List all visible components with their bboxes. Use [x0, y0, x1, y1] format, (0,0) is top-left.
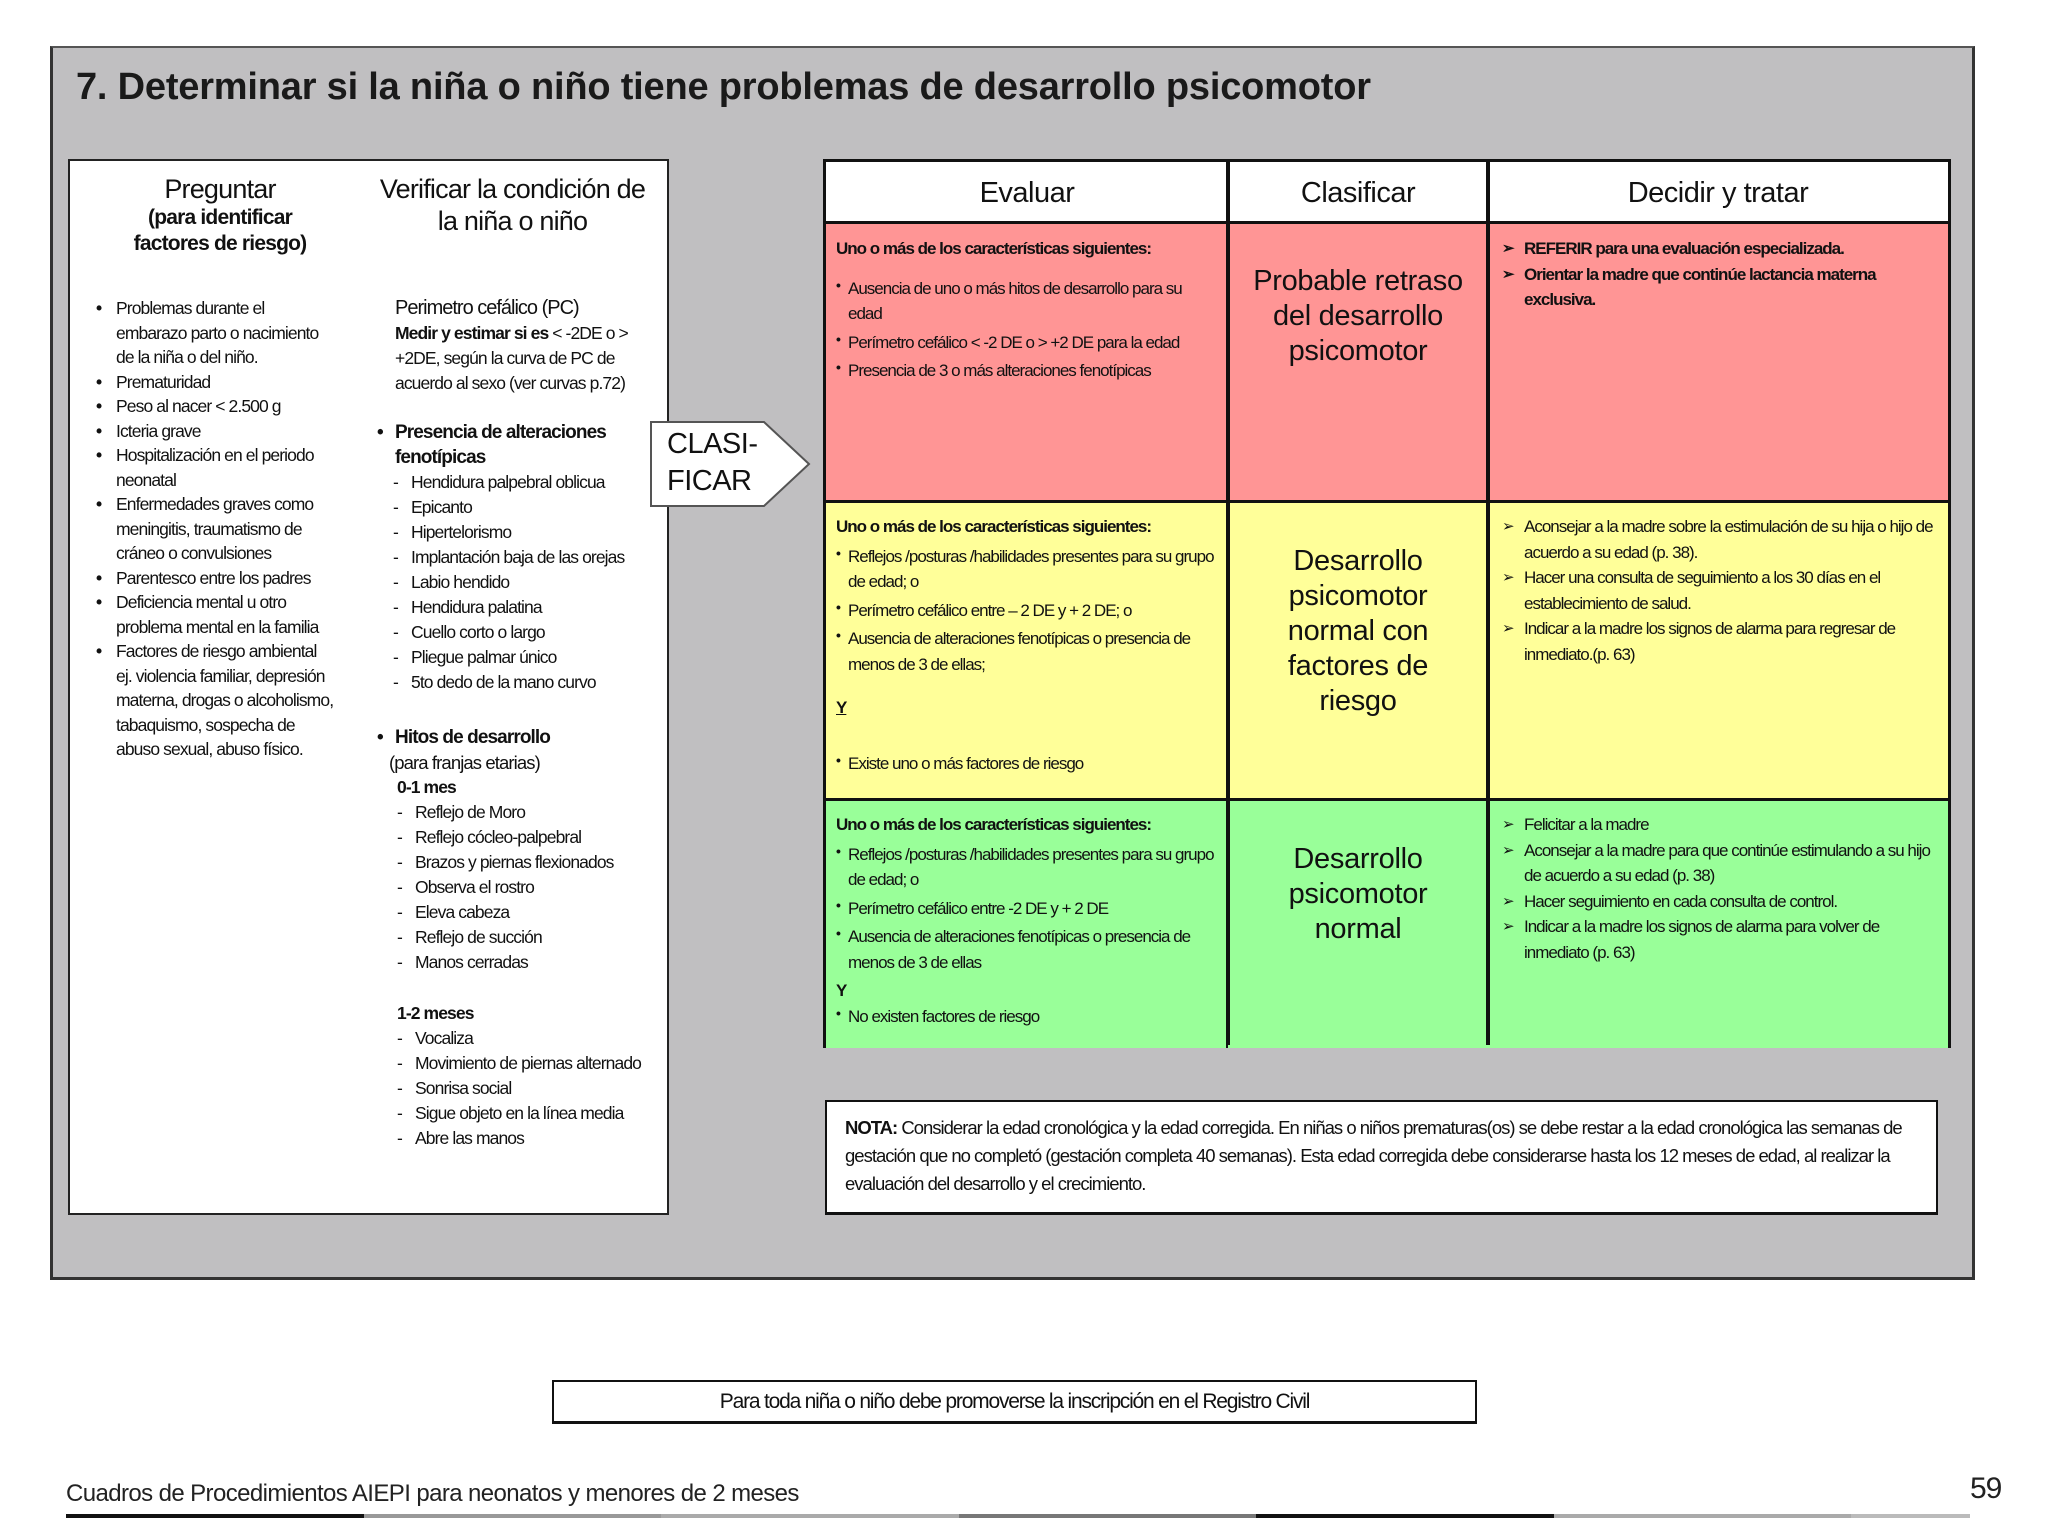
evaluar-cell-green: [826, 800, 1226, 1048]
preguntar-header: [90, 173, 350, 257]
page-number: 59: [1970, 1472, 2002, 1505]
risk-factor-item: • Hospitalización en el periodo neonatal: [86, 443, 336, 492]
decidir-item: ➢ Aconsejar a la madre sobre la estimulación de su hija o hijo de acuerdo a su edad (p. 38).: [1502, 514, 1934, 565]
evaluar-item: • Presencia de 3 o más alteraciones fenotípicas: [836, 358, 1216, 384]
decidir-item: ➢ REFERIR para una evaluación especializada.: [1502, 236, 1934, 262]
risk-factor-list: [86, 296, 336, 762]
decidir-item: ➢ Indicar a la madre los signos de alarma para regresar de inmediato.(p. 63): [1502, 616, 1934, 667]
fenotipicas-title: • Presencia de alteraciones fenotípicas: [377, 420, 660, 470]
risk-factor-item: • Parentesco entre los padres: [86, 566, 336, 591]
clasificar-cell-yellow: Desarrollo psicomotor normal con factores de riesgo: [1228, 502, 1488, 800]
decidir-item: ➢ Hacer una consulta de seguimiento a los 30 días en el establecimiento de salud.: [1502, 565, 1934, 616]
note-label: NOTA:: [845, 1117, 898, 1138]
group1-title: 0-1 mes: [397, 777, 456, 797]
header-clasificar: Clasificar: [1228, 162, 1488, 224]
evaluar-item: • Reflejos /posturas /habilidades presentes para su grupo de edad; o: [836, 842, 1216, 893]
column-divider: [1486, 162, 1490, 1045]
pc-text: < -2DE o > +2DE, según la curva de PC de acuerdo al sexo (ver curvas p.72): [395, 323, 628, 393]
pc-description: [395, 321, 660, 396]
preguntar-heading: Preguntar: [164, 174, 276, 204]
fenotipica-item: - Pliegue palmar único: [377, 645, 660, 670]
pc-title: Perimetro cefálico (PC): [395, 297, 579, 319]
ask-verify-panel: [68, 159, 669, 1215]
evaluar-item: • Perímetro cefálico entre -2 DE y + 2 DE: [836, 896, 1216, 922]
registro-civil-box: Para toda niña o niño debe promoverse la inscripción en el Registro Civil: [552, 1380, 1477, 1424]
decidir-item: ➢ Indicar a la madre los signos de alarma para volver de inmediato (p. 63): [1502, 914, 1934, 965]
fenotipica-item: - Cuello corto o largo: [377, 620, 660, 645]
fenotipica-item: - Implantación baja de las orejas: [377, 545, 660, 570]
evaluar-cell-red: [826, 224, 1226, 502]
milestone-item: - Reflejo de Moro: [381, 800, 660, 825]
evaluar-cell-yellow: [826, 502, 1226, 800]
milestone-item: - Vocaliza: [381, 1026, 660, 1051]
evaluar-item: • Ausencia de alteraciones fenotípicas o presencia de menos de 3 de ellas: [836, 924, 1216, 975]
group2-title: 1-2 meses: [397, 1003, 474, 1023]
column-divider: [1226, 162, 1230, 1045]
fenotipica-item: - Epicanto: [377, 495, 660, 520]
evaluar-item: • No existen factores de riesgo: [836, 1004, 1216, 1030]
hitos-title: • Hitos de desarrollo: [377, 725, 660, 750]
hitos-subtitle: (para franjas etarias): [389, 752, 540, 773]
milestone-item: - Abre las manos: [381, 1126, 660, 1151]
milestone-item: - Eleva cabeza: [381, 900, 660, 925]
decidir-cell-green: [1488, 800, 1948, 1048]
risk-factor-item: • Peso al nacer < 2.500 g: [86, 394, 336, 419]
decidir-item: ➢ Orientar la madre que continúe lactancia materna exclusiva.: [1502, 262, 1934, 313]
row-divider: [826, 500, 1948, 503]
risk-factor-item: • Problemas durante el embarazo parto o nacimiento de la niña o del niño.: [86, 296, 336, 370]
pc-bold: Medir y estimar si es: [395, 323, 549, 343]
classification-table: [823, 159, 1951, 1048]
risk-factor-item: • Enfermedades graves como meningitis, traumatismo de cráneo o convulsiones: [86, 492, 336, 566]
classify-arrow: [649, 418, 814, 510]
risk-factor-item: • Deficiencia mental u otro problema mental en la familia: [86, 590, 336, 639]
decidir-cell-yellow: [1488, 502, 1948, 800]
classify-arrow-label: [667, 426, 757, 500]
note-text: Considerar la edad cronológica y la edad corregida. En niñas o niños prematuras(os) se debe restar a la edad cronológica las semanas de gestación que no completó (gestación completa 40 semanas). Esta edad corregida debe considerarse hasta los 12 meses de edad, al realizar la evaluación del desarrollo y el crecimiento.: [845, 1117, 1902, 1194]
note-box: [825, 1100, 1938, 1215]
clasificar-cell-red: Probable retraso del desarrollo psicomotor: [1228, 224, 1488, 502]
header-decidir: Decidir y tratar: [1488, 162, 1948, 224]
milestone-item: - Observa el rostro: [381, 875, 660, 900]
fenotipica-item: - Hendidura palpebral oblicua: [377, 470, 660, 495]
evaluar-lead: Uno o más de los características siguientes:: [836, 517, 1152, 536]
risk-factor-item: • Prematuridad: [86, 370, 336, 395]
evaluar-item: • Perímetro cefálico < -2 DE o > +2 DE para la edad: [836, 330, 1216, 356]
classify-line2: FICAR: [667, 465, 752, 497]
evaluar-lead: Uno o más de los características siguientes:: [836, 239, 1152, 258]
evaluar-item: • Reflejos /posturas /habilidades presentes para su grupo de edad; o: [836, 544, 1216, 595]
fenotipica-item: - 5to dedo de la mano curvo: [377, 670, 660, 695]
milestone-item: - Sonrisa social: [381, 1076, 660, 1101]
verificar-heading: Verificar la condición de la niña o niño: [379, 174, 646, 236]
decidir-item: ➢ Hacer seguimiento en cada consulta de control.: [1502, 889, 1934, 915]
preguntar-subheading: (para identificar factores de riesgo): [133, 206, 307, 255]
evaluar-item: • Perímetro cefálico entre – 2 DE y + 2 DE; o: [836, 598, 1216, 624]
decidir-cell-red: [1488, 224, 1948, 502]
fenotipica-item: - Hendidura palatina: [377, 595, 660, 620]
milestone-item: - Sigue objeto en la línea media: [381, 1101, 660, 1126]
evaluar-lead: Uno o más de los características siguientes:: [836, 815, 1152, 834]
evaluar-and: Y: [836, 698, 847, 717]
risk-factor-item: • Factores de riesgo ambiental ej. violencia familiar, depresión materna, drogas o alcoholismo, tabaquismo, sospecha de abuso sexual, abuso físico.: [86, 639, 336, 762]
evaluar-item: • Existe uno o más factores de riesgo: [836, 751, 1216, 777]
decidir-item: ➢ Aconsejar a la madre para que continúe estimulando a su hijo de acuerdo a su edad (p. 38): [1502, 838, 1934, 889]
classify-line1: CLASI-: [667, 428, 758, 460]
fenotipica-item: - Hipertelorismo: [377, 520, 660, 545]
clasificar-cell-green: Desarrollo psicomotor normal: [1228, 800, 1488, 1048]
risk-factor-item: • Icteria grave: [86, 419, 336, 444]
milestone-item: - Reflejo de succión: [381, 925, 660, 950]
milestone-item: - Reflejo cócleo-palpebral: [381, 825, 660, 850]
evaluar-item: • Ausencia de alteraciones fenotípicas o presencia de menos de 3 de ellas;: [836, 626, 1216, 677]
milestone-item: - Manos cerradas: [381, 950, 660, 975]
group1-list: [381, 800, 660, 975]
verify-column: [389, 296, 660, 1151]
footer-rule: [66, 1514, 1970, 1519]
fenotipicas-list: [377, 470, 660, 695]
evaluar-item: • Ausencia de uno o más hitos de desarrollo para su edad: [836, 276, 1216, 327]
milestone-item: - Movimiento de piernas alternado: [381, 1051, 660, 1076]
header-evaluar: Evaluar: [826, 162, 1228, 224]
fenotipica-item: - Labio hendido: [377, 570, 660, 595]
row-divider: [826, 798, 1948, 801]
evaluar-and: Y: [836, 981, 847, 1000]
milestone-item: - Brazos y piernas flexionados: [381, 850, 660, 875]
group2-list: [381, 1026, 660, 1151]
footer-text: Cuadros de Procedimientos AIEPI para neonatos y menores de 2 meses: [66, 1480, 799, 1507]
decidir-item: ➢ Felicitar a la madre: [1502, 812, 1934, 838]
page-title: 7. Determinar si la niña o niño tiene problemas de desarrollo psicomotor: [76, 66, 1371, 108]
